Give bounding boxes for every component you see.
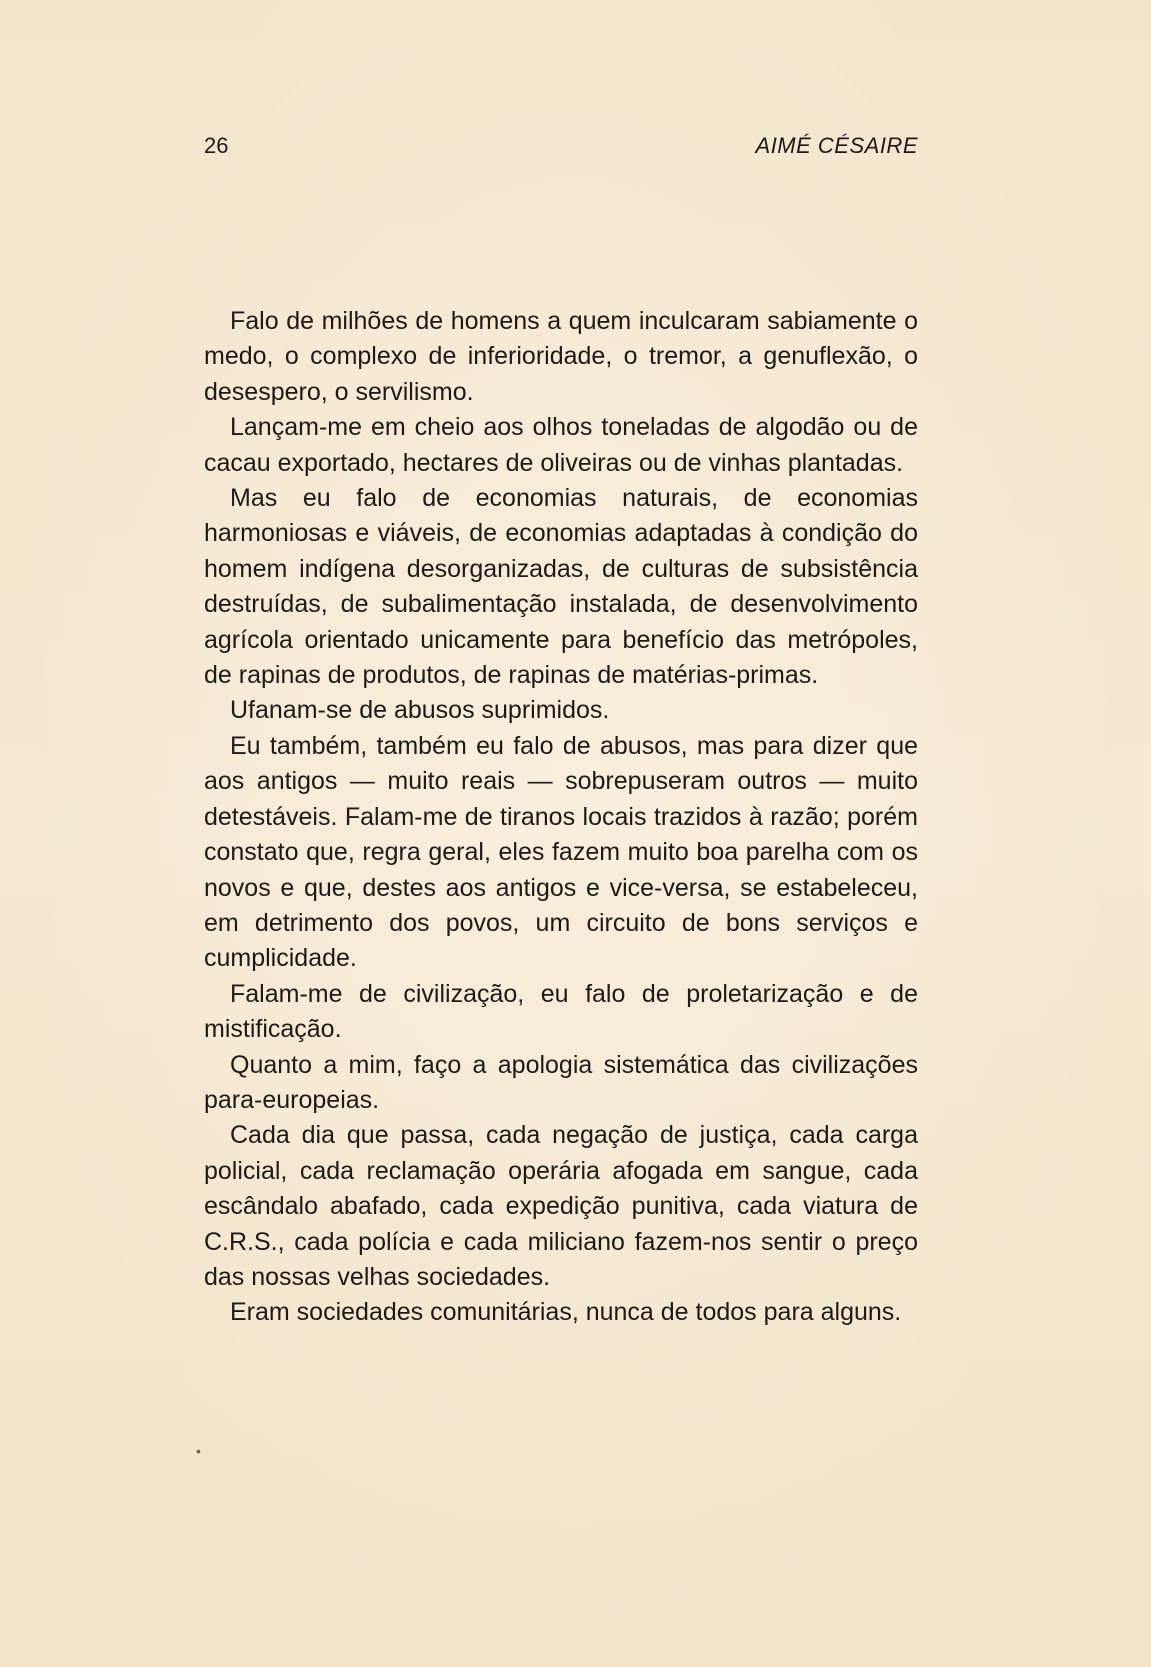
paragraph: Ufanam-se de abusos suprimidos. xyxy=(230,696,610,725)
paragraph: Cada dia que passa, cada negação de justiça, cada carga policial, cada reclamação operária afogada em sangue, cada escândalo abafado, cada expedição punitiva, cada viatura de C.R.S., cada polícia e cada miliciano fazem-nos sentir o preço das nossas velhas sociedades. xyxy=(204,1121,918,1291)
paragraph: Eu também, também eu falo de abusos, mas para dizer que aos antigos — muito reais — sobrepuseram outros — muito detestáveis. Falam-me de tiranos locais trazidos à razão; porém constato que, regra geral, eles fazem muito boa parelha com os novos e que, destes aos antigos e vice-versa, se estabeleceu, em detrimento dos povos, um circuito de bons serviços e cumplicidade. xyxy=(204,731,918,973)
running-head-author: AIMÉ CÉSAIRE xyxy=(755,133,918,158)
body-text xyxy=(204,304,918,1331)
paragraph: Falam-me de civilização, eu falo de proletarização e de mistificação. xyxy=(204,979,918,1044)
paragraph: Lançam-me em cheio aos olhos toneladas de algodão ou de cacau exportado, hectares de oliveiras ou de vinhas plantadas. xyxy=(204,413,918,477)
page-number: 26 xyxy=(204,133,229,158)
margin-dot-mark: • xyxy=(196,1443,201,1459)
paragraph: Quanto a mim, faço a apologia sistemática das civilizações para-europeias. xyxy=(204,1050,918,1114)
running-head xyxy=(204,130,918,162)
paragraph: Eram sociedades comunitárias, nunca de todos para alguns. xyxy=(230,1298,902,1327)
paragraph: Mas eu falo de economias naturais, de economias harmoniosas e viáveis, de economias adaptadas à condição do homem indígena desorganizadas, de culturas de subsistência destruídas, de subalimentação instalada, de desenvolvimento agrícola orientado unicamente para benefício das metrópoles, de rapinas de produtos, de rapinas de matérias-primas. xyxy=(204,484,918,690)
paragraph: Falo de milhões de homens a quem inculcaram sabiamente o medo, o complexo de inferioridade, o tremor, a genuflexão, o desespero, o servilismo. xyxy=(204,307,918,406)
